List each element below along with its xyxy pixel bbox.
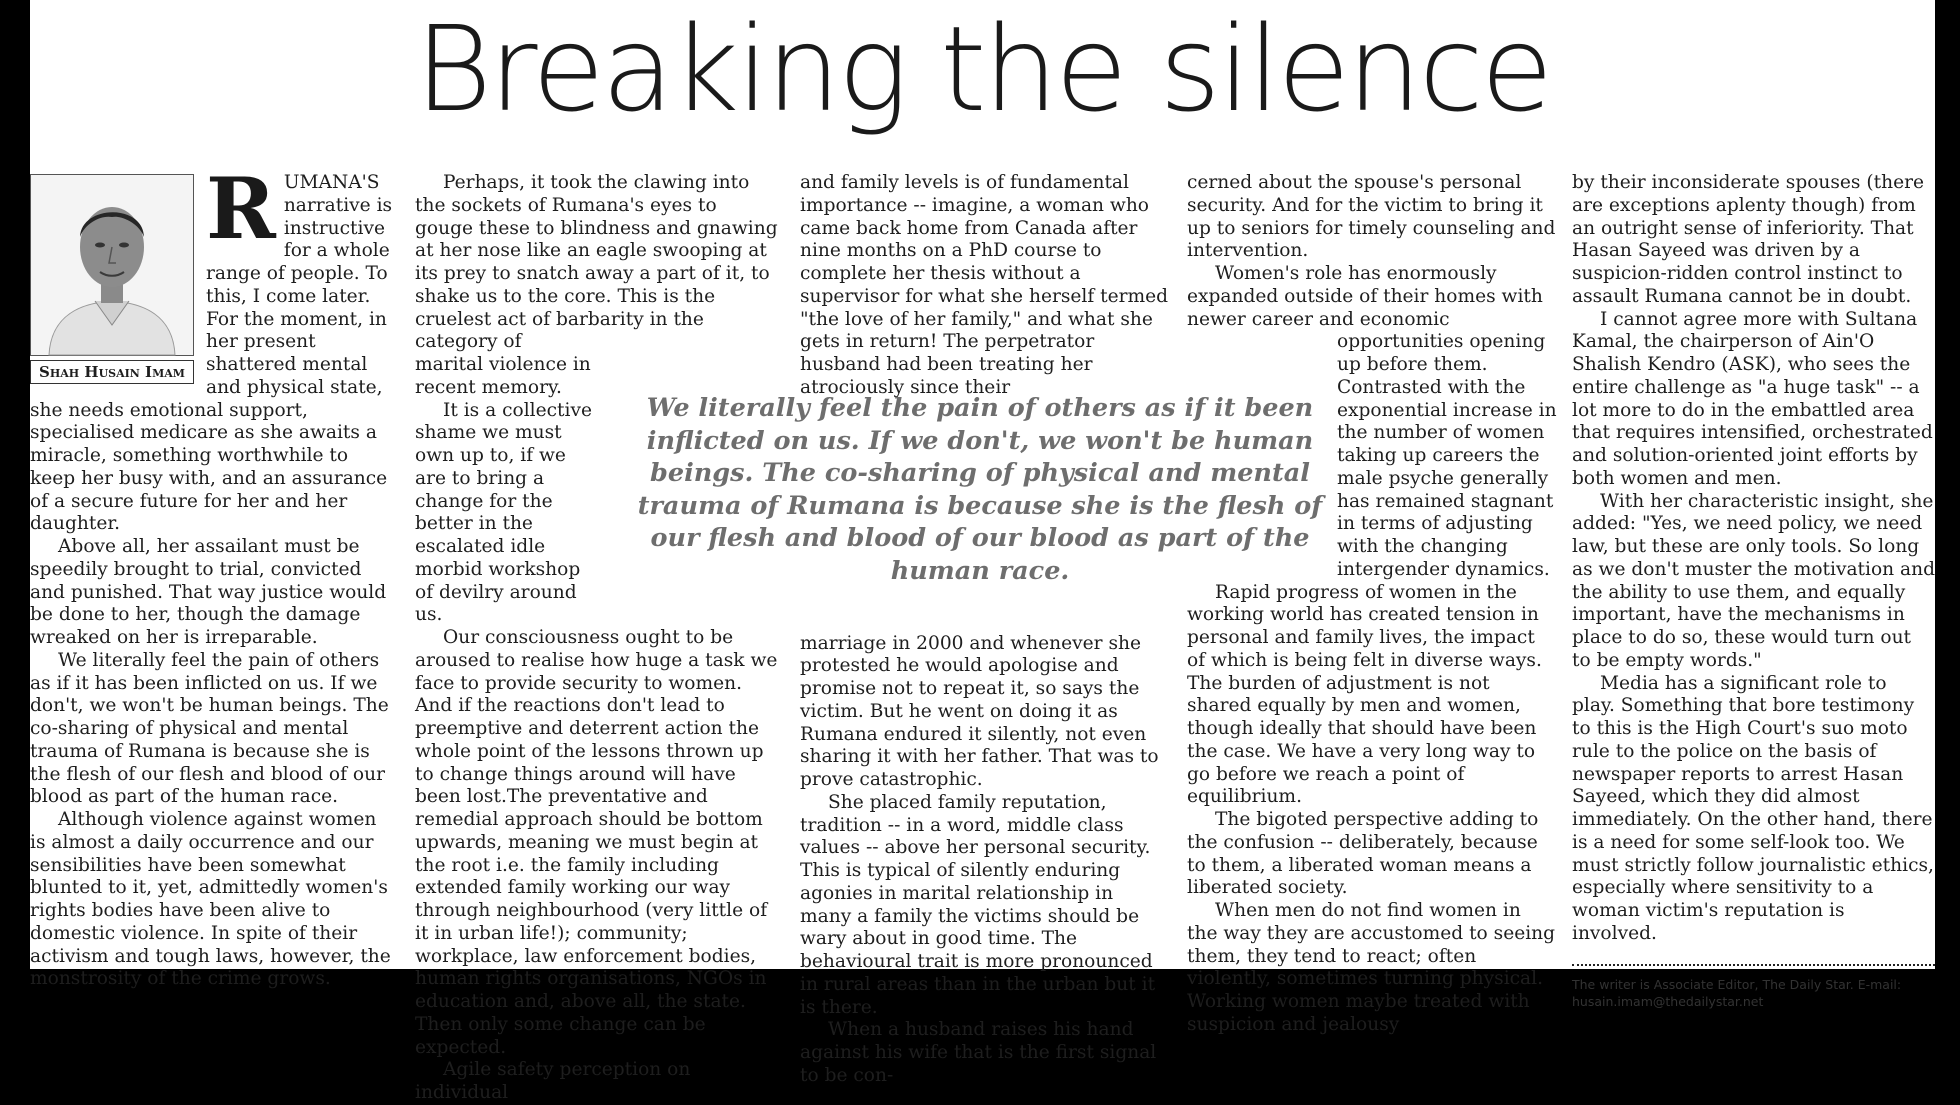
paragraph: We literally feel the pain of others as if it has been inflicted on us. If we don't, we won't be human beings. The co-sharing of physical and mental trauma of Rumana is because she is the flesh of our flesh and blood of our blood as part of the human race. (30, 649, 389, 808)
paragraph: When men do not find women in the way they are accustomed to seeing them, they tend to react; often violently, sometimes turning physical. Working women maybe treated with suspicion and jealousy (1187, 900, 1556, 1035)
paragraph: When a husband raises his hand against his wife that is the first signal to be con- (800, 1019, 1157, 1086)
paragraph: Above all, her assailant must be speedily brought to trial, convicted and punished. That way justice would be done to her, though the damage wreaked on her is irreparable. (30, 536, 387, 648)
paragraph: The bigoted perspective adding to the confusion -- deliberately, because to them, a liberated woman means a liberated society. (1187, 809, 1539, 899)
paragraph: Our consciousness ought to be aroused to realise how huge a task we face to provide security to women. And if the reactions don't lead to preemptive and deterrent action the whole point of the lessons thrown up to change things around will have been lost.The preventative and remedial approach should be bottom upwards, meaning we must begin at the root i.e. the family including extended family working our way through neighbourhood (very little of it in urban life!); community; workplace, law enforcement bodies, human rights organisations, NGOs in education and, above all, the state. Then only some change can be expected. (415, 627, 778, 1058)
paragraph: Although violence against women is almost a daily occurrence and our sensibilities have been somewhat blunted to it, yet, admittedly women's rights bodies have been alive to domestic violence. In spite of their activism and tough laws, however, the monstrosity of the crime grows. (30, 809, 391, 990)
divider (1572, 964, 1935, 966)
paragraph: marriage in 2000 and whenever she protested he would apologise and promise not to repeat it, so says the victim. But he went on doing it as Rumana endured it silently, not even sharing it with her father. That was to prove catastrophic. (800, 632, 1159, 790)
author-footnote: The writer is Associate Editor, The Daily Star. E-mail: husain.imam@thedailystar.net (1572, 976, 1902, 1009)
paragraph: Women's role has enormously expanded outside of their homes with newer career and economic opportunities opening up before them. Contrasted with the exponential increase in the number of women taking up careers the male psyche generally has remained stagnant in terms of adjusting with the changing intergender dynamics. (1187, 263, 1557, 580)
paragraph: Perhaps, it took the clawing into the sockets of Rumana's eyes to gouge these to blindness and gnawing at her nose like an eagle swooping at its prey to snatch away a part of it, to shake us to the core. This is the cruelest act of barbarity in the category of marital violence in recent memory. (415, 172, 778, 398)
drop-cap: R (206, 159, 276, 258)
paragraph: Agile safety perception on individual (415, 1059, 691, 1103)
paragraph: cerned about the spouse's personal security. And for the victim to bring it up to seniors for timely counseling and intervention. (1187, 172, 1556, 262)
headline: Breaking the silence (414, 0, 1551, 138)
paragraph: and family levels is of fundamental importance -- imagine, a woman who came back home from Canada after nine months on a PhD course to complete her thesis without a supervisor for what she herself termed "the love of her family," and what she gets in return! The perpetrator husband had been treating her atrociously since their (800, 172, 1169, 398)
portrait-image (31, 175, 193, 355)
paragraph: I cannot agree more with Sultana Kamal, the chairperson of Ain'O Shalish Kendro (ASK), who sees the entire challenge as "a huge task" -- a lot more to do in the embattled area that requires intensified, orchestrated and solution-oriented joint efforts by both women and men. (1572, 308, 1933, 489)
author-photo (30, 174, 194, 356)
pull-quote: We literally feel the pain of others as if it been inflicted on us. If we don't, we won't be human beings. The co-sharing of physical and mental trauma of Rumana is because she is the flesh of our flesh and blood of our blood as part of the human race. (637, 393, 1323, 586)
paragraph: UMANA'S narrative is instructive for a whole range of people. To this, I come later. For the moment, in her present shattered mental and physical state, she needs emotional support, specialised medicare as she awaits a miracle, something worthwhile to keep her busy with, and an assurance of a secure future for her and her daughter. (30, 172, 393, 535)
paragraph: It is a collective shame we must own up to, if we are to bring a change for the better in the escalated idle morbid workshop of devilry around us. (415, 399, 592, 626)
paragraph: by their inconsiderate spouses (there are exceptions aplenty though) from an outright sense of inferiority. That Hasan Sayeed was driven by a suspicion-ridden control instinct to assault Rumana cannot be in doubt. (1572, 172, 1924, 307)
column-1 (30, 159, 395, 990)
author-box (30, 174, 194, 384)
newspaper-page (30, 0, 1936, 1103)
paragraph: She placed family reputation, tradition -- in a word, middle class values -- above her personal security. This is typical of silently enduring agonies in marital relationship in many a family the victims should be wary about in good time. The behavioural trait is more pronounced in rural areas than in the urban but it is there. (800, 791, 1156, 1018)
paragraph: Rapid progress of women in the working world has created tension in personal and family lives, the impact of which is being felt in diverse ways. The burden of adjustment is not shared equally by men and women, though ideally that should have been the case. We have a very long way to go before we reach a point of equilibrium. (1187, 581, 1542, 808)
author-byline: Shah Husain Imam (30, 360, 194, 384)
paragraph: Media has a significant role to play. Something that bore testimony to this is the High Court's suo moto rule to the police on the basis of newspaper reports to arrest Hasan Sayeed, which they did almost immediately. On the other hand, there is a need for some self-look too. We must strictly follow journalistic ethics, especially where sensitivity to a woman victim's reputation is involved. (1572, 672, 1934, 944)
paragraph: With her characteristic insight, she added: "Yes, we need policy, we need law, but these are only tools. So long as we don't muster the motivation and the ability to use them, and equally important, have the mechanisms in place to do so, these would turn out to be empty words." (1572, 490, 1936, 671)
column-5 (1572, 172, 1936, 1009)
